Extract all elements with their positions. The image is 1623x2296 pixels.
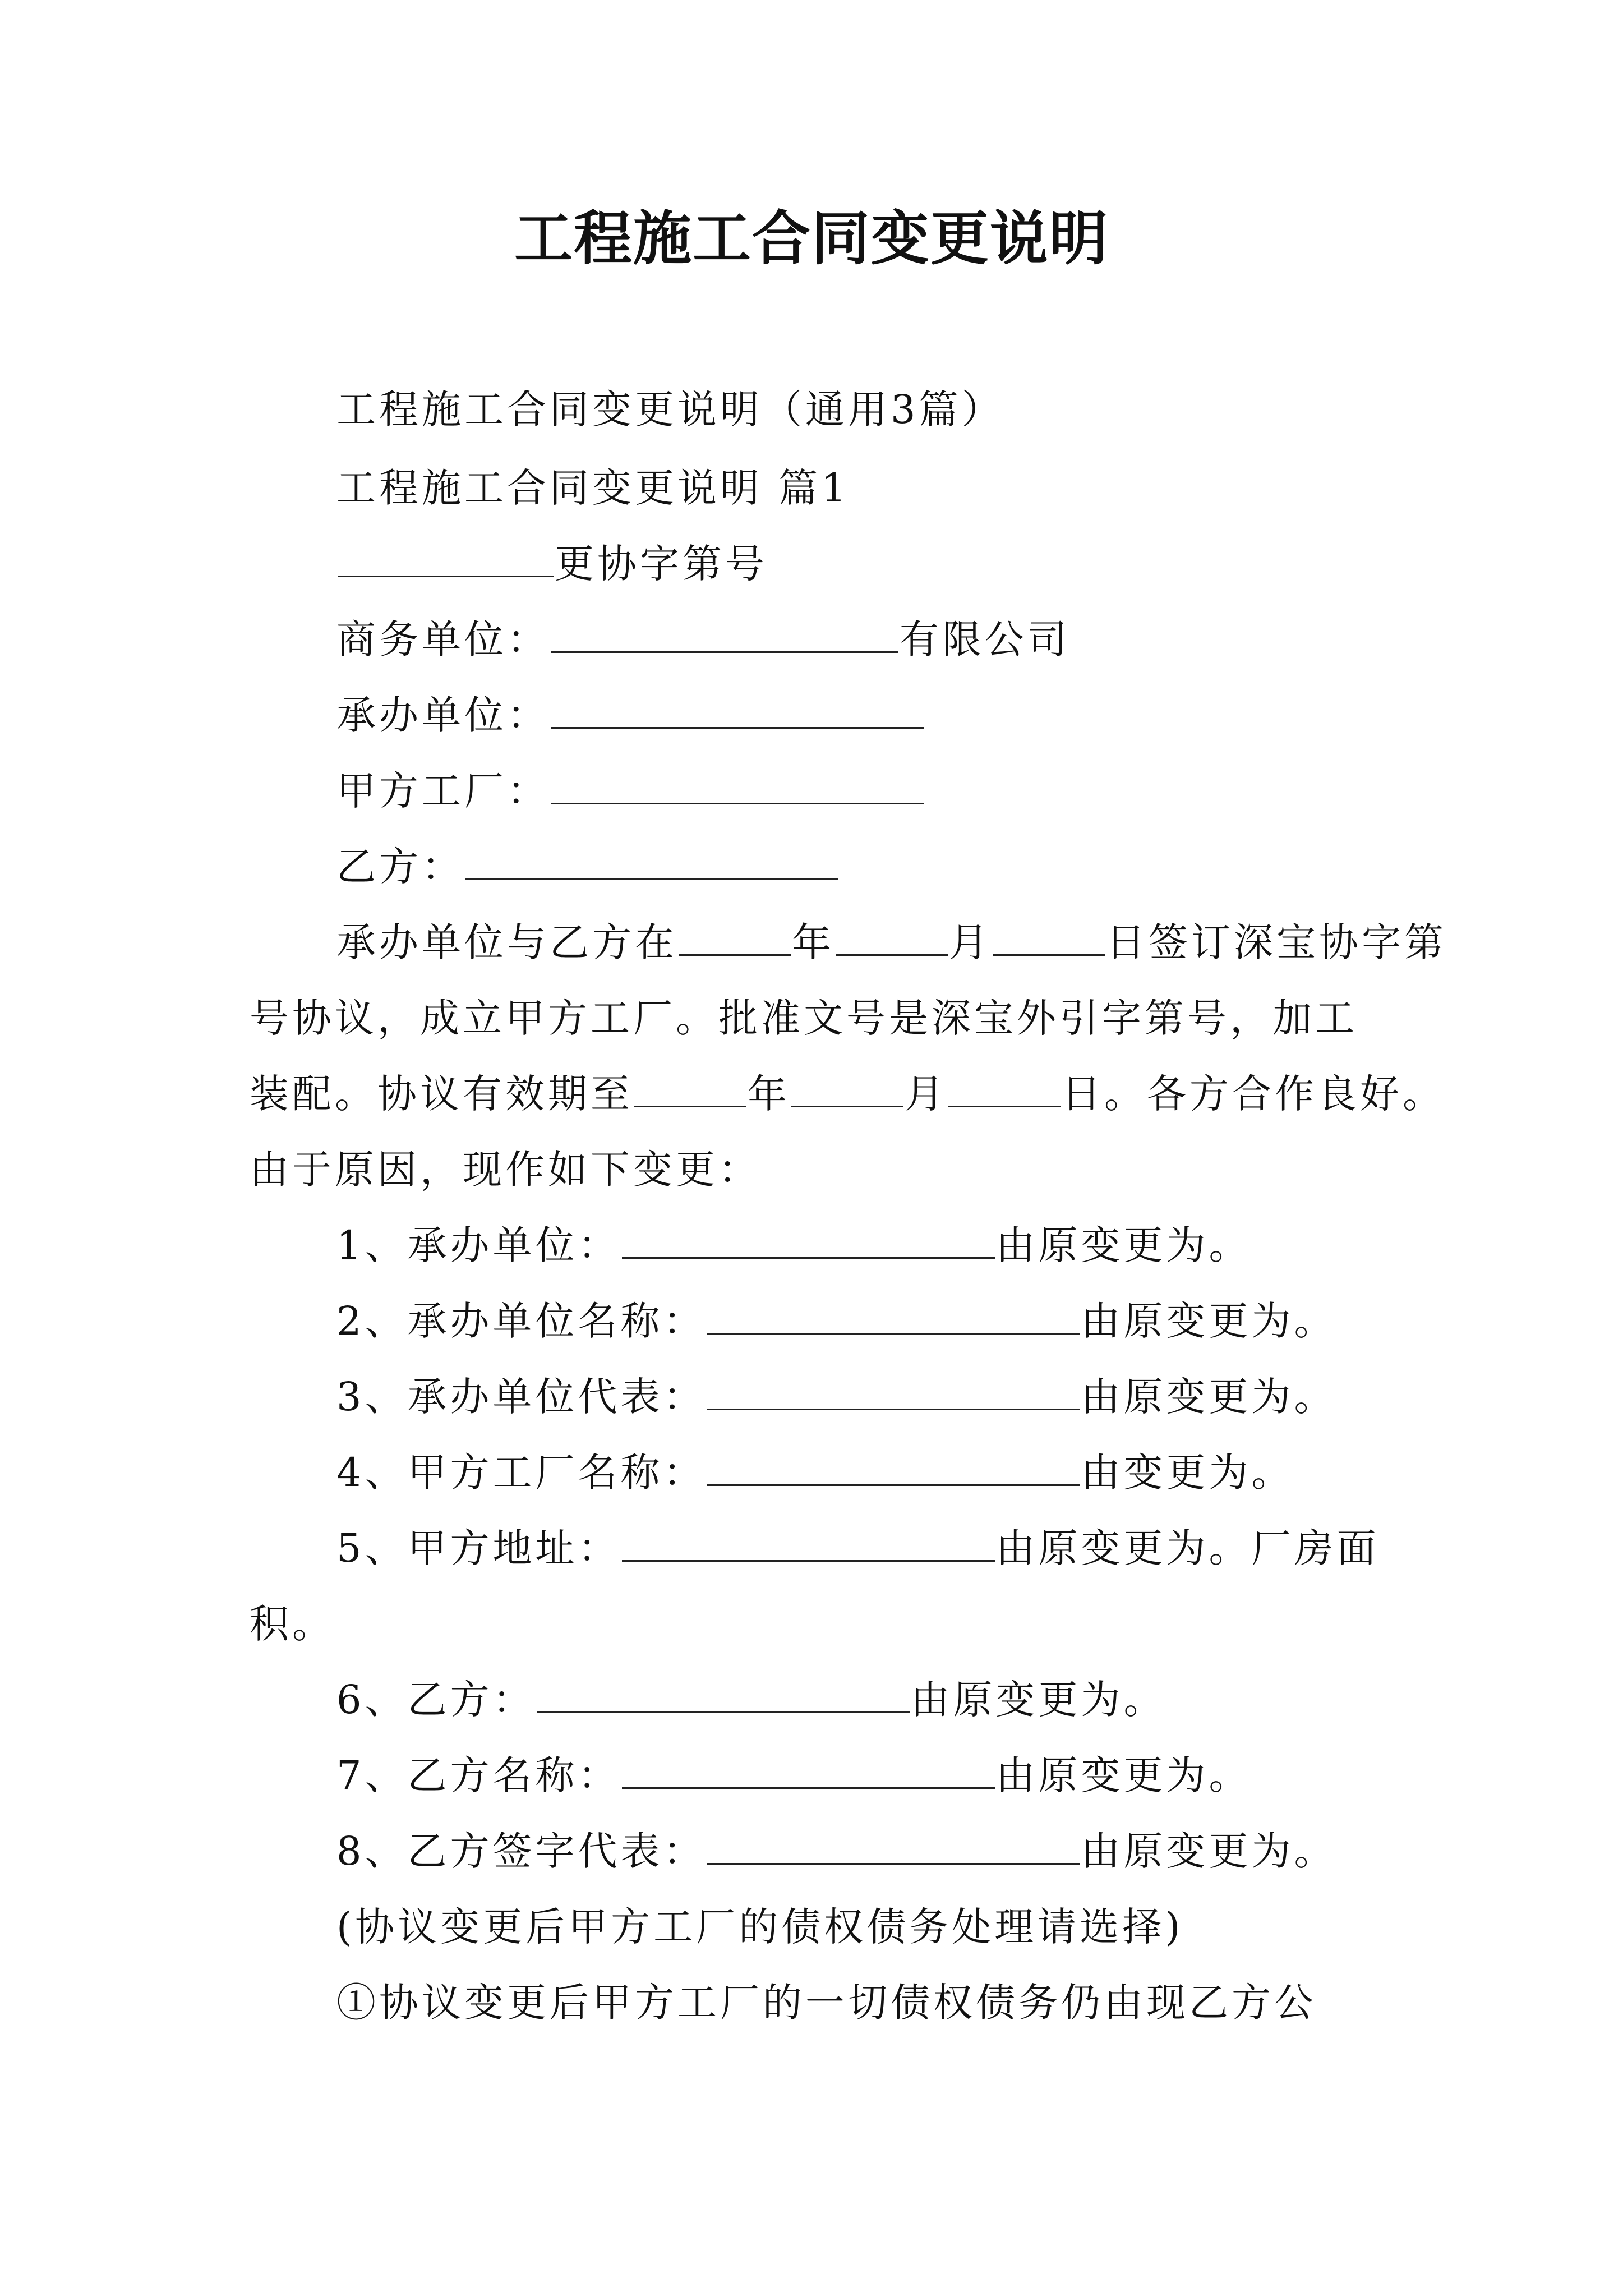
item-suffix: 由原变更为。 xyxy=(1081,1298,1337,1344)
list-item xyxy=(336,1444,1294,1501)
year-label: 年 xyxy=(748,1071,790,1117)
party-b-line xyxy=(336,839,840,895)
paragraph-text: 装配。协议有效期至 xyxy=(250,1071,633,1117)
month-label: 月 xyxy=(905,1071,947,1117)
section-heading: 工程施工合同变更说明 篇1 xyxy=(336,465,850,511)
item-label: 1、承办单位： xyxy=(336,1222,621,1268)
reference-line xyxy=(336,536,768,592)
list-item xyxy=(336,1823,1337,1879)
item-blank xyxy=(537,1672,910,1713)
item-blank xyxy=(707,1369,1080,1410)
business-unit-blank xyxy=(551,612,898,653)
party-a-factory-blank xyxy=(551,763,924,804)
item-blank xyxy=(707,1294,1080,1335)
day-label: 日。各方合作良好。 xyxy=(1062,1071,1445,1117)
month-blank xyxy=(836,915,948,956)
item-blank xyxy=(622,1218,995,1259)
item-label: 4、甲方工厂名称： xyxy=(336,1450,706,1496)
party-b-label: 乙方： xyxy=(336,844,464,890)
item-blank xyxy=(707,1824,1080,1865)
item-suffix: 由原变更为。 xyxy=(1081,1828,1337,1874)
paragraph-line-1 xyxy=(336,914,1447,970)
item-blank xyxy=(622,1521,995,1562)
reference-blank xyxy=(338,536,554,577)
business-unit-suffix: 有限公司 xyxy=(900,616,1070,662)
contractor-line xyxy=(336,687,925,743)
day-blank xyxy=(993,915,1105,956)
item-label: 7、乙方名称： xyxy=(336,1752,621,1798)
contractor-blank xyxy=(551,688,924,729)
reference-suffix: 更协字第号 xyxy=(555,541,768,587)
party-a-factory-label: 甲方工厂： xyxy=(336,768,550,814)
item-suffix: 由原变更为。 xyxy=(995,1222,1252,1268)
month-label: 月 xyxy=(949,919,992,965)
item-label: 3、承办单位代表： xyxy=(336,1374,706,1420)
item-suffix: 由原变更为。 xyxy=(1081,1374,1337,1420)
item-suffix: 由原变更为。厂房面 xyxy=(995,1525,1380,1571)
month-blank xyxy=(791,1066,903,1107)
list-item xyxy=(336,1369,1337,1425)
subtitle: 工程施工合同变更说明（通用3篇） xyxy=(336,386,1004,432)
document-title: 工程施工合同变更说明 xyxy=(514,204,1109,273)
paragraph-text: 承办单位与乙方在 xyxy=(336,919,677,965)
year-blank xyxy=(634,1066,746,1107)
business-unit-line xyxy=(336,611,1070,668)
item-suffix: 由变更为。 xyxy=(1081,1450,1294,1496)
paragraph-line-3 xyxy=(250,1066,1445,1122)
item-blank xyxy=(622,1748,995,1789)
list-item xyxy=(336,1520,1380,1576)
list-item-continuation: 积。 xyxy=(250,1601,335,1647)
item-suffix: 由原变更为。 xyxy=(910,1677,1166,1723)
list-item xyxy=(336,1747,1252,1803)
paragraph-line-4: 由于原因，现作如下变更： xyxy=(250,1147,761,1193)
paragraph-line-2: 号协议，成立甲方工厂。批准文号是深宝外引字第号，加工 xyxy=(250,995,1358,1041)
note-line: (协议变更后甲方工厂的债权债务处理请选择) xyxy=(336,1904,1184,1950)
year-blank xyxy=(679,915,791,956)
business-unit-label: 商务单位： xyxy=(336,616,550,662)
item-blank xyxy=(707,1445,1080,1486)
item-label: 5、甲方地址： xyxy=(336,1525,621,1571)
day-blank xyxy=(948,1066,1061,1107)
year-label: 年 xyxy=(792,919,834,965)
list-item xyxy=(336,1217,1252,1273)
day-label: 日签订深宝协字第 xyxy=(1106,919,1447,965)
contractor-label: 承办单位： xyxy=(336,692,550,738)
list-item xyxy=(336,1672,1166,1728)
party-a-factory-line xyxy=(336,763,925,819)
item-suffix: 由原变更为。 xyxy=(995,1752,1252,1798)
item-label: 8、乙方签字代表： xyxy=(336,1828,706,1874)
party-b-blank xyxy=(465,839,838,880)
item-label: 6、乙方： xyxy=(336,1677,536,1723)
option-1-line: ①协议变更后甲方工厂的一切债权债务仍由现乙方公 xyxy=(336,1980,1317,2026)
list-item xyxy=(336,1293,1337,1349)
item-label: 2、承办单位名称： xyxy=(336,1298,706,1344)
